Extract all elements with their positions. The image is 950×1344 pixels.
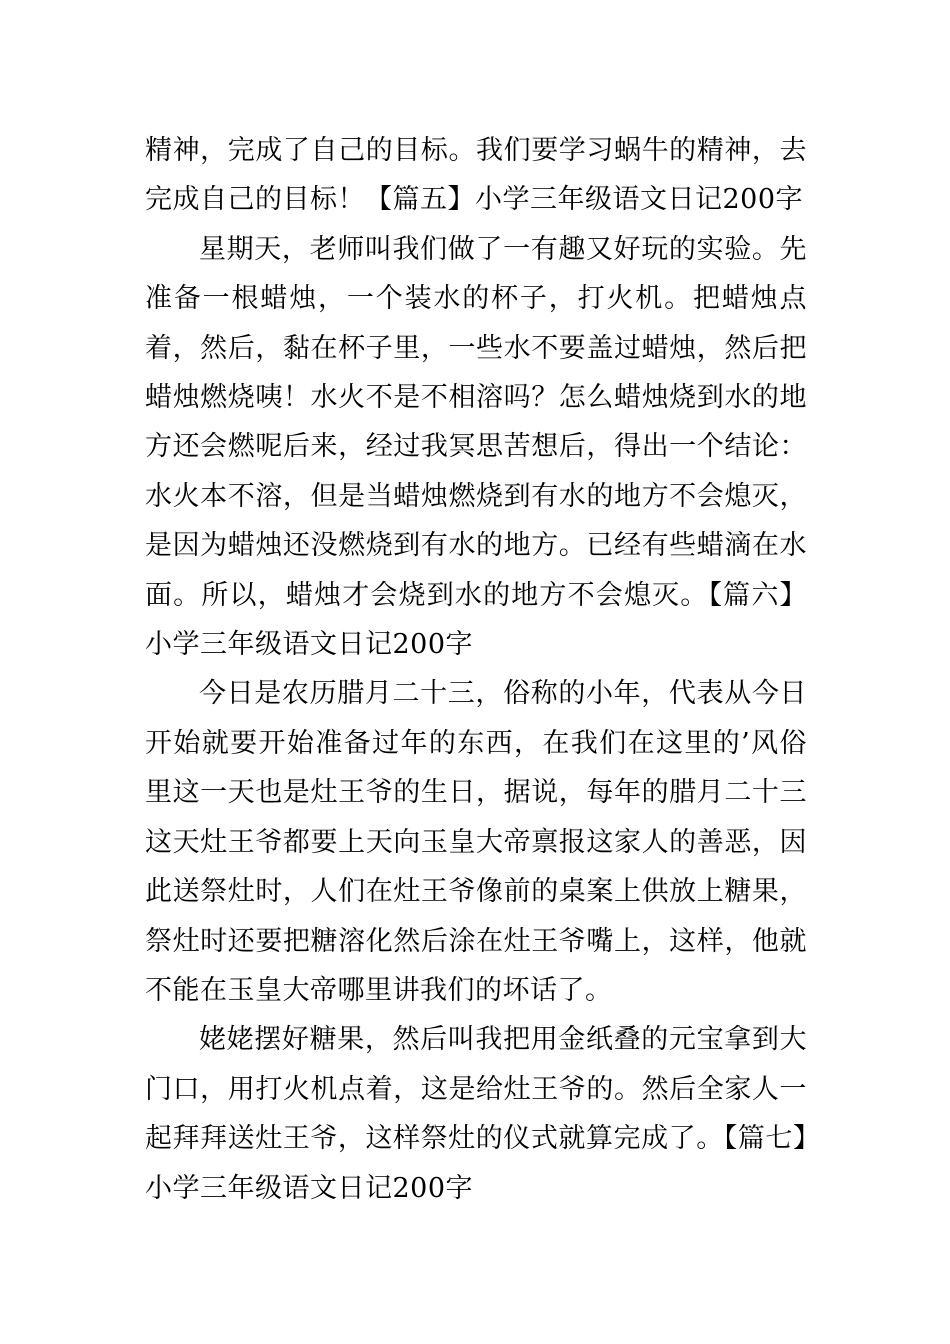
paragraph-3: 今日是农历腊月二十三，俗称的小年，代表从今日开始就要开始准备过年的东西，在我们在这里的’风俗里这一天也是灶王爷的生日，据说，每年的腊月二十三这天灶王爷都要上天向玉皇大帝禀报这家人的善恶，因此送祭灶时，人们在灶王爷像前的桌案上供放上糖果，祭灶时还要把糖溶化然后涂在灶王爷嘴上，这样，他就不能在玉皇大帝哪里讲我们的坏话了。	[145, 678, 807, 1006]
document-body	[145, 126, 807, 1213]
paragraph-2: 星期天，老师叫我们做了一有趣又好玩的实验。先准备一根蜡烛，一个装水的杯子，打火机。把蜡烛点着，然后，黏在杯子里，一些水不要盖过蜡烛，然后把蜡烛燃烧咦！水火不是不相溶吗？怎么蜡烛烧到水的地方还会燃呢后来，经过我冥思苦想后，得出一个结论：水火本不溶，但是当蜡烛燃烧到有水的地方不会熄灭，是因为蜡烛还没燃烧到有水的地方。已经有些蜡滴在水面。所以，蜡烛才会烧到水的地方不会熄灭。【篇六】小学三年级语文日记200字	[145, 233, 807, 661]
paragraph-1: 精神，完成了自己的目标。我们要学习蜗牛的精神，去完成自己的目标！【篇五】小学三年级语文日记200字	[145, 135, 807, 216]
paragraph-4: 姥姥摆好糖果，然后叫我把用金纸叠的元宝拿到大门口，用打火机点着，这是给灶王爷的。然后全家人一起拜拜送灶王爷，这样祭灶的仪式就算完成了。【篇七】小学三年级语文日记200字	[145, 1024, 807, 1204]
